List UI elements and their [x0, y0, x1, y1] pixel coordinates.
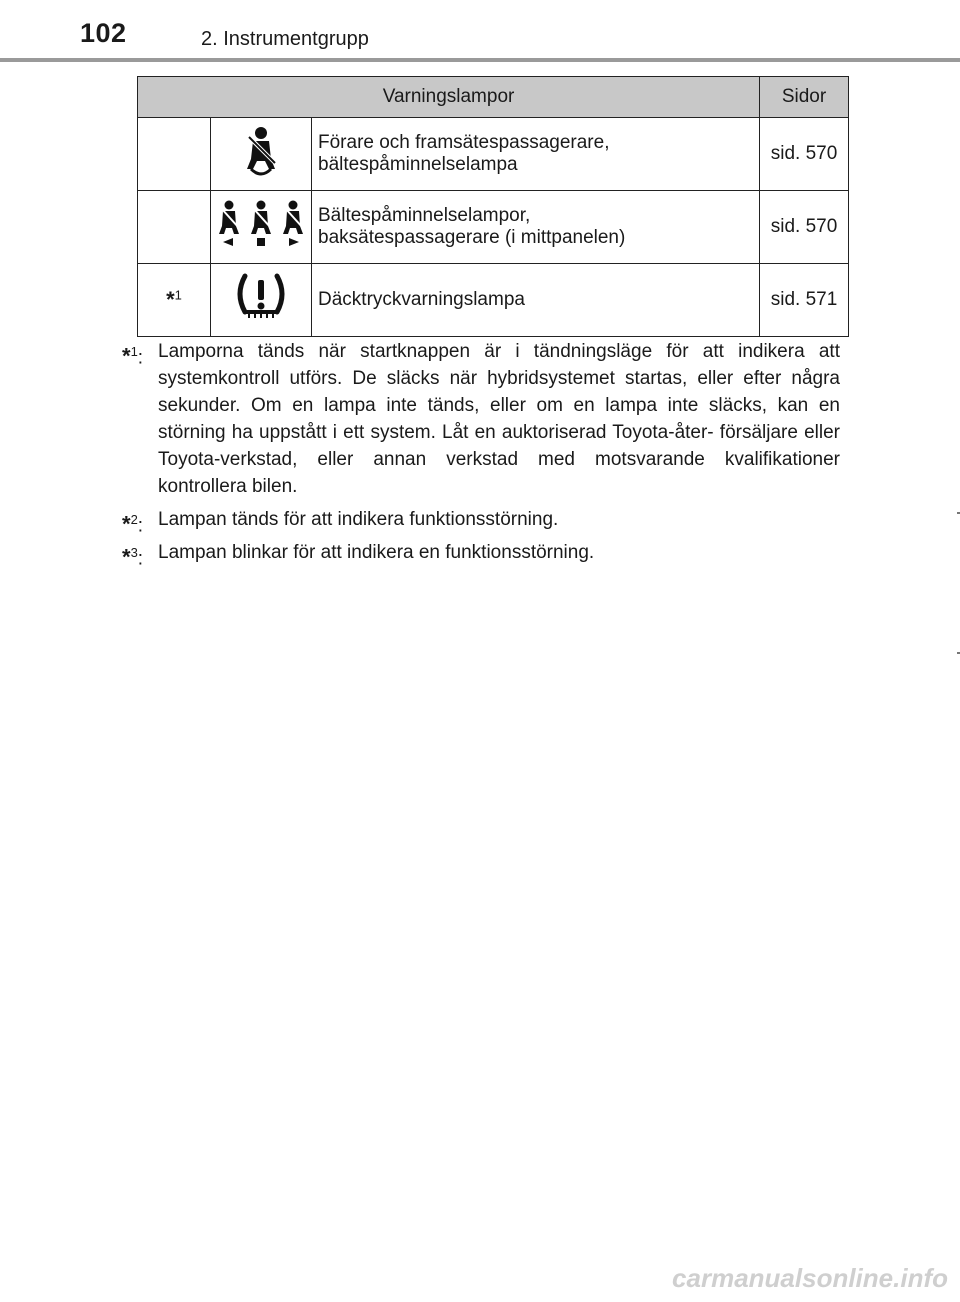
row-marker [138, 191, 211, 264]
footnote-star: * [122, 544, 131, 570]
tire-pressure-warning-icon [211, 264, 312, 337]
footnote-text: Lamporna tänds när startknappen är i tändningsläge för att indikera att systemkontroll utförs. De släcks när hybridsystemet startas, eller efter några sekunder. Om en lampa inte tänds, eller om en lampa inte släcks, kan en störning ha uppstått i ett system. Låt en auktoriserad Toyota-åter- försäljare eller Toyota-verkstad, eller annan verkstad med motsvarande kvalifikationer kontrollera bilen. [158, 341, 840, 497]
description-line: Bältespåminnelselampor, [318, 205, 531, 226]
footnote-marker: *$^3$: [122, 544, 144, 570]
row-marker [138, 264, 211, 337]
rear-seatbelt-reminder-icon [211, 191, 312, 264]
footnote-marker: *$^2$: [122, 511, 144, 537]
footnote-text: Lampan tänds för att indikera funktionsstörning. [158, 509, 559, 530]
footnote-number: 2 [130, 512, 138, 527]
row-description: Däcktryckvarningslampa [312, 264, 760, 337]
page-number: 102 [80, 18, 127, 48]
table-header-row [138, 77, 849, 118]
footnote [122, 539, 840, 570]
footnote-number: 1 [174, 287, 182, 303]
column-header-pages: Sidor [760, 77, 849, 118]
section-title: 2. Instrumentgrupp [201, 28, 369, 50]
footnote [122, 506, 840, 537]
footnote-number: 3 [130, 545, 138, 560]
description-line: bältespåminnelselampa [318, 154, 518, 175]
footnote-number: 1 [130, 344, 138, 359]
warning-lamps-table [137, 76, 849, 337]
table-row [138, 191, 849, 264]
column-header-lamps: Varningslampor [138, 77, 760, 118]
row-description [312, 118, 760, 191]
footnote-star: * [122, 343, 131, 369]
footnote-star: * [166, 287, 175, 312]
footnotes [122, 338, 840, 572]
footnote-star: * [122, 511, 131, 537]
driver-seatbelt-reminder-icon [211, 118, 312, 191]
page-reference: sid. 570 [760, 191, 849, 264]
page-reference: sid. 571 [760, 264, 849, 337]
description-line: baksätespassagerare (i mittpanelen) [318, 227, 626, 248]
footnote [122, 338, 840, 500]
footnote-text: Lampan blinkar för att indikera en funktionsstörning. [158, 542, 595, 563]
description-line: Förare och framsätespassagerare, [318, 132, 610, 153]
table-row [138, 118, 849, 191]
row-description [312, 191, 760, 264]
page-reference: sid. 570 [760, 118, 849, 191]
watermark: carmanualsonline.info [672, 1263, 948, 1293]
footnote-marker: *$^1$: [122, 343, 144, 369]
header-divider [0, 58, 960, 62]
table-row [138, 264, 849, 337]
row-marker [138, 118, 211, 191]
page-header [0, 0, 960, 62]
